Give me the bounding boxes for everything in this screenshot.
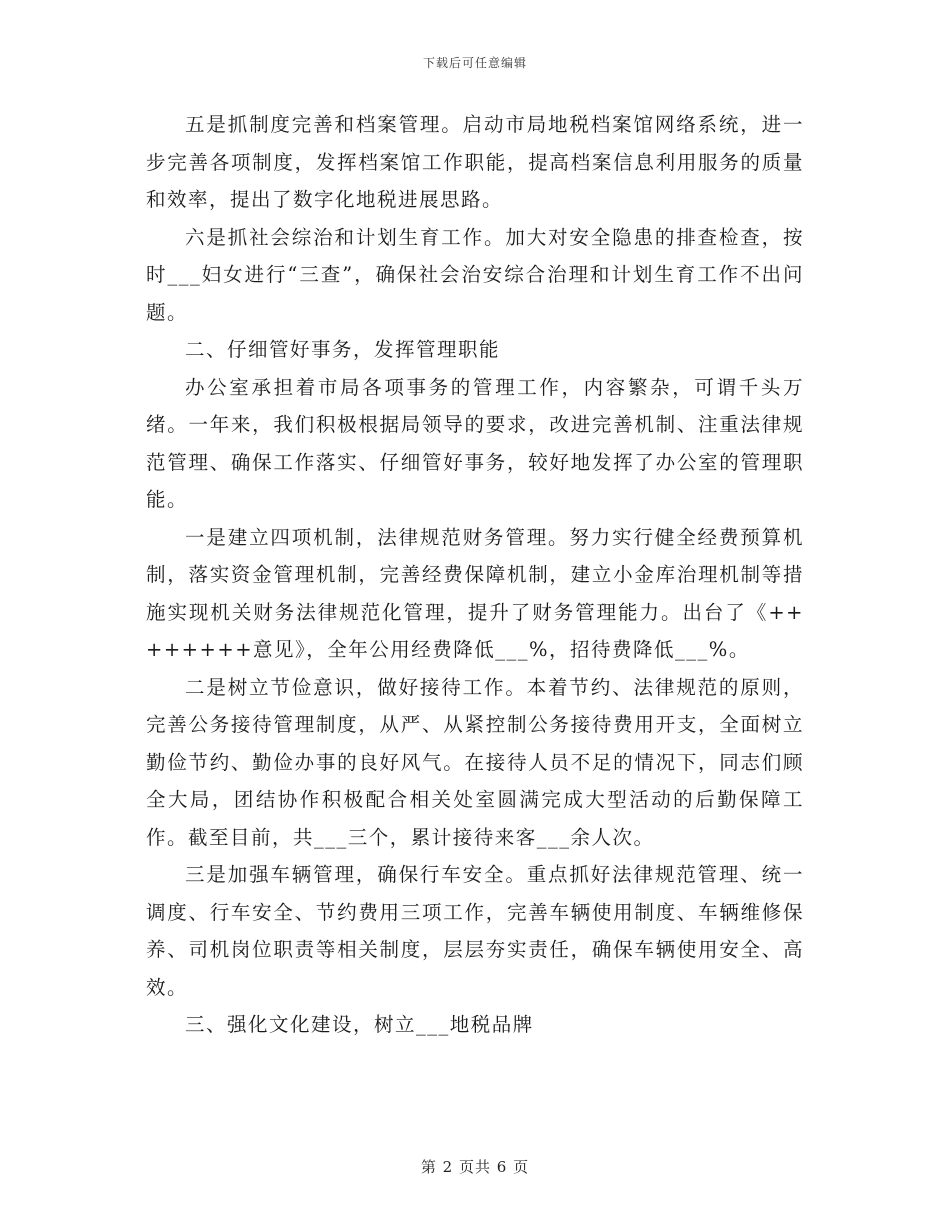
paragraph-5-archives: 五是抓制度完善和档案管理。启动市局地税档案馆网络系统，进一步完善各项制度，发挥档案馆工作职能，提高档案信息利用服务的质量和效率，提出了数字化地税进展思路。 bbox=[146, 113, 804, 211]
paragraph-6-social-governance: 六是抓社会综治和计划生育工作。加大对安全隐患的排查检查，按时___妇女进行“三查”，确保社会治安综合治理和计划生育工作不出问题。 bbox=[146, 225, 804, 324]
paragraph-reception: 二是树立节俭意识，做好接待工作。本着节约、法律规范的原则，完善公务接待管理制度，从严、从紧控制公务接待费用开支，全面树立勤俭节约、勤俭办事的良好风气。在接待人员不足的情况下，同志们顾全大局，团结协作积极配合相关处室圆满完成大型活动的后勤保障工作。截至目前，共___三个，累计接待来客___余人次。 bbox=[146, 675, 804, 849]
paragraph-vehicle-management: 三是加强车辆管理，确保行车安全。重点抓好法律规范管理、统一调度、行车安全、节约费用三项工作，完善车辆使用制度、车辆维修保养、司机岗位职责等相关制度，层层夯实责任，确保车辆使用安全、高效。 bbox=[146, 863, 804, 999]
header-note: 下载后可任意编辑 bbox=[422, 56, 527, 70]
paragraph-finance-mechanisms: 一是建立四项机制，法律规范财务管理。努力实行健全经费预算机制，落实资金管理机制，完善经费保障机制，建立小金库治理机制等措施实现机关财务法律规范化管理，提升了财务管理能力。出台了《++++++++意见》，全年公用经费降低___%，招待费降低___%。 bbox=[146, 525, 804, 661]
section-heading-3: 三、强化文化建设，树立___地税品牌 bbox=[185, 1013, 534, 1036]
section-heading-2: 二、仔细管好事务，发挥管理职能 bbox=[185, 338, 501, 361]
paragraph-office-management: 办公室承担着市局各项事务的管理工作，内容繁杂，可谓千头万绪。一年来，我们积极根据局领导的要求，改进完善机制、注重法律规范管理、确保工作落实、仔细管好事务，较好地发挥了办公室的管理职能。 bbox=[146, 375, 804, 511]
document-body bbox=[146, 106, 804, 1044]
page-number: 第 2 页共 6 页 bbox=[420, 1158, 530, 1176]
